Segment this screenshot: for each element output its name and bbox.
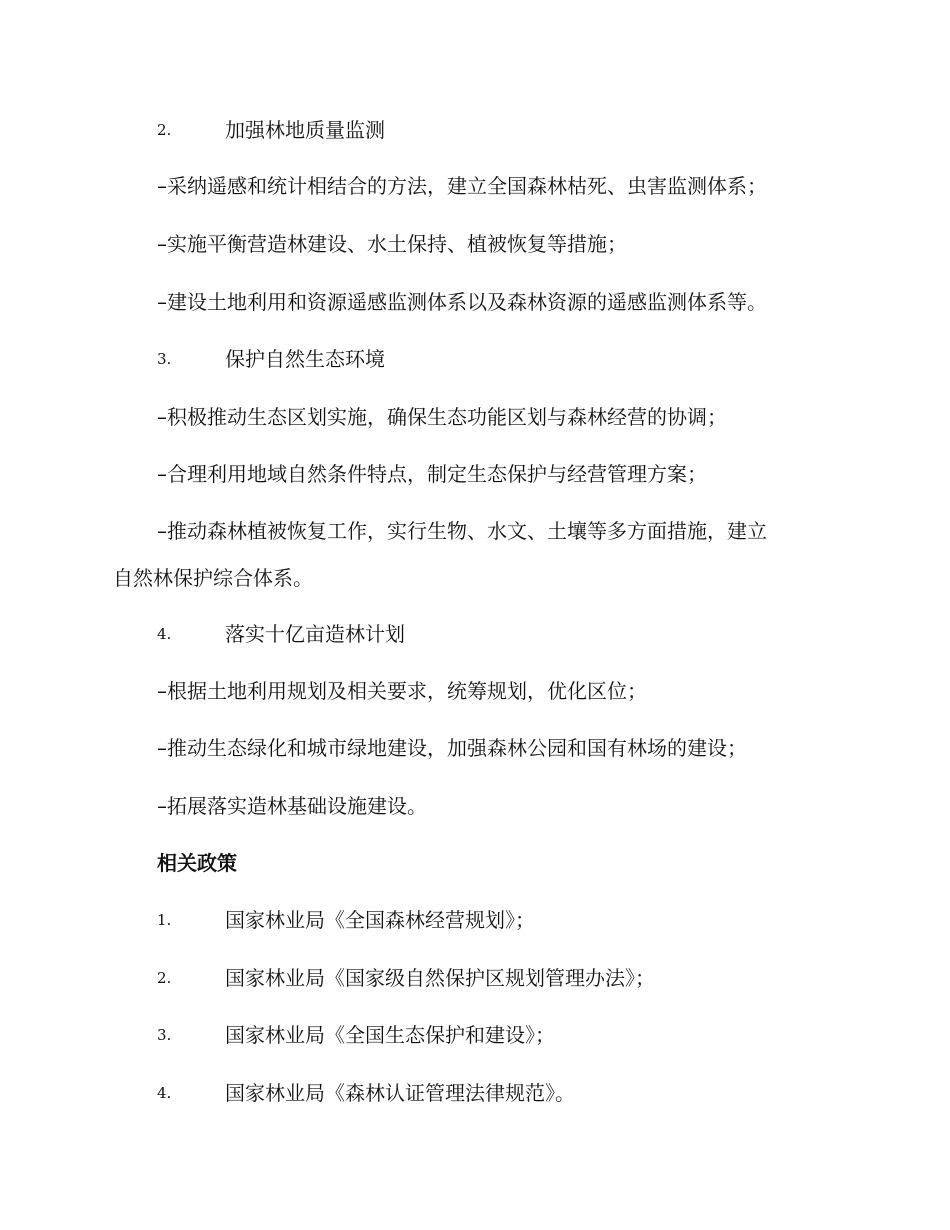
policy-item: 国家林业局《国家级自然保护区规划管理办法》； bbox=[225, 966, 655, 990]
policy-number: 4. bbox=[157, 1084, 172, 1102]
bullet-item: –实施平衡营造林建设、水土保持、植被恢复等措施； bbox=[157, 232, 627, 256]
policy-number: 1. bbox=[157, 911, 172, 929]
policy-item: 国家林业局《森林认证管理法律规范》。 bbox=[225, 1081, 575, 1105]
policies-heading: 相关政策 bbox=[157, 851, 237, 875]
section-number: 2. bbox=[157, 121, 172, 139]
bullet-item-line1: –推动森林植被恢复工作，实行生物、水文、土壤等多方面措施，建立 bbox=[157, 519, 767, 543]
policy-item: 国家林业局《全国生态保护和建设》； bbox=[225, 1023, 555, 1047]
bullet-item: –推动生态绿化和城市绿地建设，加强森林公园和国有林场的建设； bbox=[157, 736, 747, 760]
policy-number: 2. bbox=[157, 969, 172, 987]
section-number: 4. bbox=[157, 625, 172, 643]
bullet-item-line2: 自然林保护综合体系。 bbox=[113, 566, 313, 590]
bullet-item: –拓展落实造林基础设施建设。 bbox=[157, 794, 427, 818]
section-title: 加强林地质量监测 bbox=[225, 118, 385, 142]
policy-item: 国家林业局《全国森林经营规划》； bbox=[225, 908, 535, 932]
bullet-item: –根据土地利用规划及相关要求，统筹规划，优化区位； bbox=[157, 679, 647, 703]
policy-number: 3. bbox=[157, 1026, 172, 1044]
bullet-item: –积极推动生态区划实施，确保生态功能区划与森林经营的协调； bbox=[157, 405, 727, 429]
bullet-item: –合理利用地域自然条件特点，制定生态保护与经营管理方案； bbox=[157, 462, 707, 486]
section-title: 保护自然生态环境 bbox=[225, 347, 385, 371]
bullet-item: –建设土地利用和资源遥感监测体系以及森林资源的遥感监测体系等。 bbox=[157, 290, 767, 314]
section-number: 3. bbox=[157, 350, 172, 368]
section-title: 落实十亿亩造林计划 bbox=[225, 622, 405, 646]
bullet-item: –采纳遥感和统计相结合的方法，建立全国森林枯死、虫害监测体系； bbox=[157, 174, 767, 198]
